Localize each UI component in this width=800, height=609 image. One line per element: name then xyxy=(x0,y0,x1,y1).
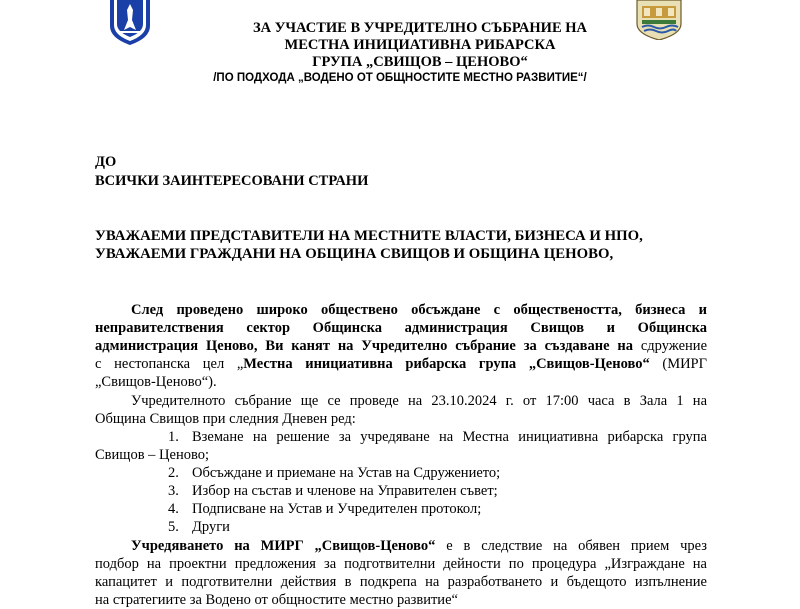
paragraph-1-line-3-bold: администрация Ценово, Ви канят на Учредително събрание за създаване на xyxy=(95,338,633,354)
title-line-2: МЕСТНА ИНИЦИАТИВНА РИБАРСКА xyxy=(284,37,556,53)
paragraph-3-line-1 xyxy=(95,537,707,555)
paragraph-2-line-1: Учредителното събрание ще се проведе на 23.10.2024 г. от 17:00 часа в Зала 1 на xyxy=(131,393,707,409)
subtitle: /ПО ПОДХОДА „ВОДЕНО ОТ ОБЩНОСТИТЕ МЕСТНО РАЗВИТИЕ“/ xyxy=(213,72,587,84)
paragraph-1-line-1: След проведено широко обществено обсъждане с обществеността, бизнеса и xyxy=(131,302,707,318)
paragraph-3-bold-lead: Учредяването на МИРГ „Свищов-Ценово“ xyxy=(131,538,436,554)
greeting-line-1: УВАЖАЕМИ ПРЕДСТАВИТЕЛИ НА МЕСТНИТЕ ВЛАСТИ, БИЗНЕСА И НПО, xyxy=(95,228,643,244)
paragraph-3-line-2: подбор на проектни предложения за подготвителни дейности по процедура „Изграждане на xyxy=(95,556,707,572)
title-line-1: ЗА УЧАСТИЕ В УЧРЕДИТЕЛНО СЪБРАНИЕ НА xyxy=(252,20,588,36)
agenda-item xyxy=(168,428,707,446)
paragraph-1-line-2: неправителствения сектор Общинска администрация Свищов и Общинска xyxy=(95,320,707,336)
agenda-item xyxy=(168,464,500,482)
paragraph-1-line-4-c: (МИРГ xyxy=(649,356,708,372)
addressee-to: ДО xyxy=(95,154,117,170)
agenda-item-continuation: Свищов – Ценово; xyxy=(95,447,209,463)
paragraph-3-line-4: на стратегиите за Водено от общностите местно развитие“ xyxy=(95,592,458,608)
paragraph-1-line-3-rest: сдружение xyxy=(633,338,707,354)
agenda-item-number: 2. xyxy=(168,465,179,481)
agenda-item-text: Избор на състав и членове на Управителен съвет; xyxy=(192,483,498,499)
agenda-item xyxy=(168,482,498,500)
agenda-item-number: 4. xyxy=(168,501,179,517)
agenda-item-text: Вземане на решение за учредяване на Местна инициативна рибарска група xyxy=(192,429,707,445)
paragraph-1-line-3 xyxy=(95,337,707,355)
agenda-item-text: Подписване на Устав и Учредителен протокол; xyxy=(192,501,482,517)
agenda-item-number: 1. xyxy=(168,429,179,445)
paragraph-1-line-4-a: с нестопанска цел „ xyxy=(95,356,244,372)
paragraph-2-line-2: Община Свищов при следния Дневен ред: xyxy=(95,411,356,427)
addressee-all-parties: ВСИЧКИ ЗАИНТЕРЕСОВАНИ СТРАНИ xyxy=(95,173,369,189)
paragraph-3-line-1-rest: е в следствие на обявен прием чрез xyxy=(435,538,707,554)
paragraph-1-line-4 xyxy=(95,355,707,373)
agenda-item-text: Обсъждане и приемане на Устав на Сдружението; xyxy=(192,465,501,481)
paragraph-1-line-5: „Свищов-Ценово“). xyxy=(95,374,217,390)
agenda-item-number: 5. xyxy=(168,519,179,535)
agenda-item-number: 3. xyxy=(168,483,179,499)
agenda-item-text: Други xyxy=(192,519,230,535)
title-line-3: ГРУПА „СВИЩОВ – ЦЕНОВО“ xyxy=(312,54,528,70)
paragraph-3-line-3: капацитет и подготвителни действия в подкрепа на разработването и бъдещото изпълнение xyxy=(95,574,707,590)
svishtov-coat-of-arms-icon xyxy=(106,0,154,46)
greeting-line-2: УВАЖАЕМИ ГРАЖДАНИ НА ОБЩИНА СВИЩОВ И ОБЩИНА ЦЕНОВО, xyxy=(95,246,614,262)
agenda-item xyxy=(168,500,481,518)
organization-name: Местна инициативна рибарска група „Свищов-Ценово“ xyxy=(243,356,650,372)
agenda-item xyxy=(168,518,230,536)
